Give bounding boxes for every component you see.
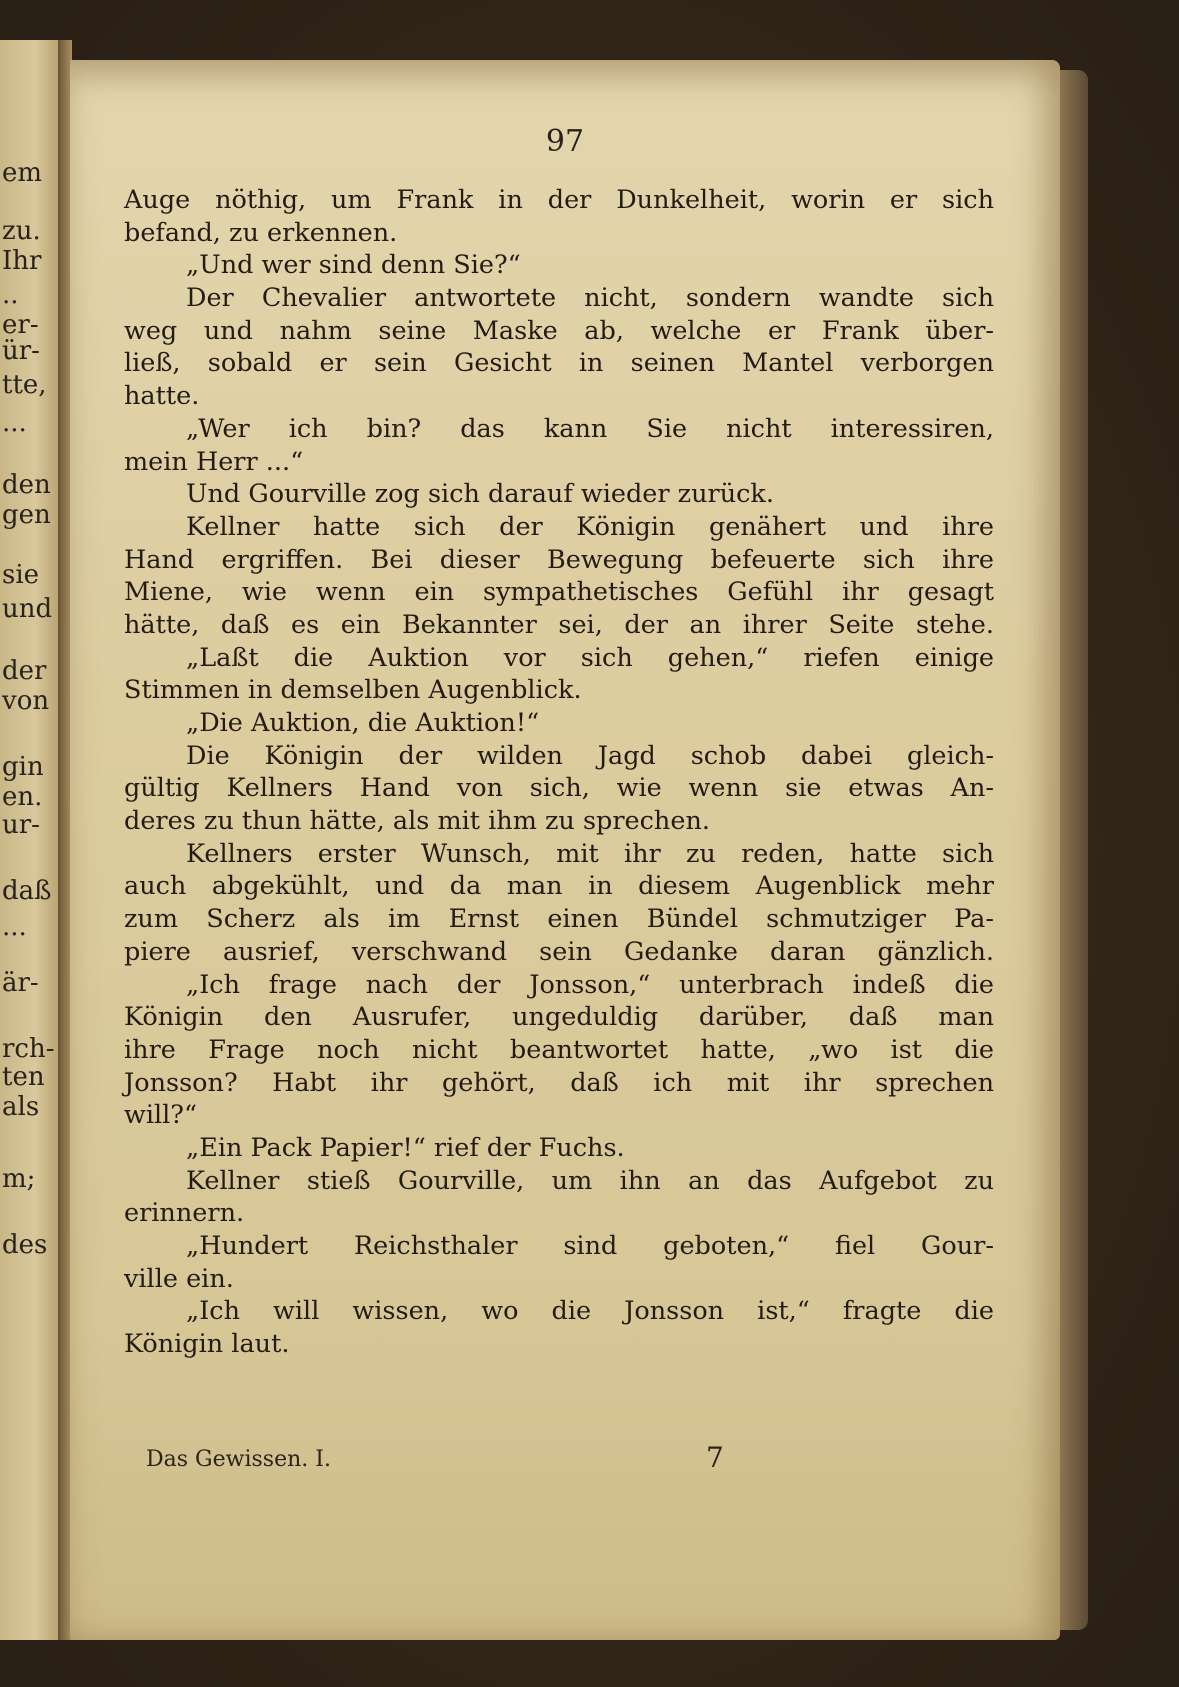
text-line: „Und wer sind denn Sie?“ bbox=[186, 250, 521, 281]
previous-page-fragment: von bbox=[2, 686, 50, 716]
previous-page-fragment: Ihr bbox=[2, 246, 42, 276]
text-line: Kellners erster Wunsch, mit ihr zu reden, hatte sich bbox=[186, 838, 994, 869]
text-line: weg und nahm seine Maske ab, welche er Frank über- bbox=[124, 315, 994, 346]
previous-page-fragment: m; bbox=[2, 1164, 36, 1194]
text-line: „Ein Pack Papier!“ rief der Fuchs. bbox=[186, 1132, 625, 1163]
page-edge bbox=[1060, 70, 1088, 1630]
previous-page-fragment: zu. bbox=[2, 216, 41, 246]
previous-page-fragment: ... bbox=[2, 912, 27, 942]
text-line: „Ich will wissen, wo die Jonsson ist,“ fragte die bbox=[186, 1296, 994, 1327]
previous-page-fragment: gen bbox=[2, 500, 51, 530]
previous-page-fragment: als bbox=[2, 1092, 40, 1122]
text-line: Jonsson? Habt ihr gehört, daß ich mit ihr sprechen bbox=[124, 1067, 994, 1098]
previous-page-fragment: gin bbox=[2, 752, 44, 782]
previous-page-fragment: rch- bbox=[2, 1034, 55, 1064]
text-line: Miene, wie wenn ein sympathetisches Gefühl ihr gesagt bbox=[124, 577, 994, 608]
previous-page-fragment: und bbox=[2, 594, 53, 624]
text-line: „Die Auktion, die Auktion!“ bbox=[186, 708, 540, 738]
text-line: Die Königin der wilden Jagd schob dabei gleich- bbox=[186, 740, 994, 771]
previous-page-fragment: daß bbox=[2, 876, 52, 906]
text-line: Stimmen in demselben Augenblick. bbox=[124, 675, 582, 706]
text-line: „Ich frage nach der Jonsson,“ unterbrach indeß die bbox=[186, 969, 994, 1000]
previous-page-edge bbox=[0, 40, 61, 1640]
text-line: mein Herr ...“ bbox=[124, 446, 304, 477]
previous-page-fragment: er- bbox=[2, 310, 39, 340]
sheet-number: 7 bbox=[706, 1441, 724, 1474]
previous-page-fragment: ... bbox=[2, 408, 27, 438]
text-line: ließ, sobald er sein Gesicht in seinen Mantel verborgen bbox=[124, 348, 994, 379]
text-line: ihre Frage noch nicht beantwortet hatte, „wo ist die bbox=[124, 1034, 994, 1065]
text-line: befand, zu erkennen. bbox=[124, 217, 398, 248]
previous-page-fragment: .. bbox=[2, 280, 19, 310]
text-line: auch abgekühlt, und da man in diesem Augenblick mehr bbox=[124, 871, 994, 902]
text-line: ville ein. bbox=[124, 1263, 234, 1294]
previous-page-fragment: ten bbox=[2, 1062, 45, 1092]
text-line: „Laßt die Auktion vor sich gehen,“ riefen einige bbox=[186, 642, 994, 673]
text-line: Und Gourville zog sich darauf wieder zurück. bbox=[186, 479, 774, 510]
text-line: erinnern. bbox=[124, 1198, 245, 1229]
text-line: Auge nöthig, um Frank in der Dunkelheit, worin er sich bbox=[124, 185, 994, 215]
previous-page-fragment: der bbox=[2, 656, 47, 686]
text-line: Königin laut. bbox=[124, 1329, 290, 1360]
text-line: Königin den Ausrufer, ungeduldig darüber, daß man bbox=[124, 1002, 994, 1033]
text-line: zum Scherz als im Ernst einen Bündel schmutziger Pa- bbox=[124, 904, 994, 935]
previous-page-fragment: ur- bbox=[2, 810, 40, 840]
text-line: Kellner stieß Gourville, um ihn an das Aufgebot zu bbox=[186, 1165, 994, 1196]
text-line: Hand ergriffen. Bei dieser Bewegung befeuerte sich ihre bbox=[124, 544, 994, 575]
book-page bbox=[70, 60, 1060, 1640]
text-line: hätte, daß es ein Bekannter sei, der an ihrer Seite stehe. bbox=[124, 609, 994, 640]
text-line: Kellner hatte sich der Königin genähert und ihre bbox=[186, 511, 994, 542]
previous-page-fragment: ür- bbox=[2, 336, 40, 366]
body-text bbox=[124, 184, 994, 1361]
text-line: piere ausrief, verschwand sein Gedanke daran gänzlich. bbox=[124, 936, 994, 967]
text-line: gültig Kellners Hand von sich, wie wenn sie etwas An- bbox=[124, 773, 994, 804]
text-line: deres zu thun hätte, als mit ihm zu sprechen. bbox=[124, 806, 710, 837]
previous-page-fragment: en. bbox=[2, 782, 43, 812]
text-line: „Wer ich bin? das kann Sie nicht interessiren, bbox=[186, 413, 994, 444]
text-line: will?“ bbox=[124, 1100, 198, 1131]
previous-page-fragment: tte, bbox=[2, 370, 47, 400]
text-line: „Hundert Reichsthaler sind geboten,“ fiel Gour- bbox=[186, 1231, 994, 1261]
previous-page-fragment: är- bbox=[2, 968, 39, 998]
signature-mark: Das Gewissen. I. bbox=[146, 1447, 331, 1472]
previous-page-fragment: den bbox=[2, 470, 51, 500]
previous-page-fragment: des bbox=[2, 1230, 48, 1260]
text-line: Der Chevalier antwortete nicht, sondern wandte sich bbox=[186, 283, 994, 314]
previous-page-fragment: sie bbox=[2, 560, 40, 590]
previous-page-fragment: em bbox=[2, 158, 43, 188]
page-number: 97 bbox=[545, 124, 585, 159]
text-line: hatte. bbox=[124, 381, 200, 412]
